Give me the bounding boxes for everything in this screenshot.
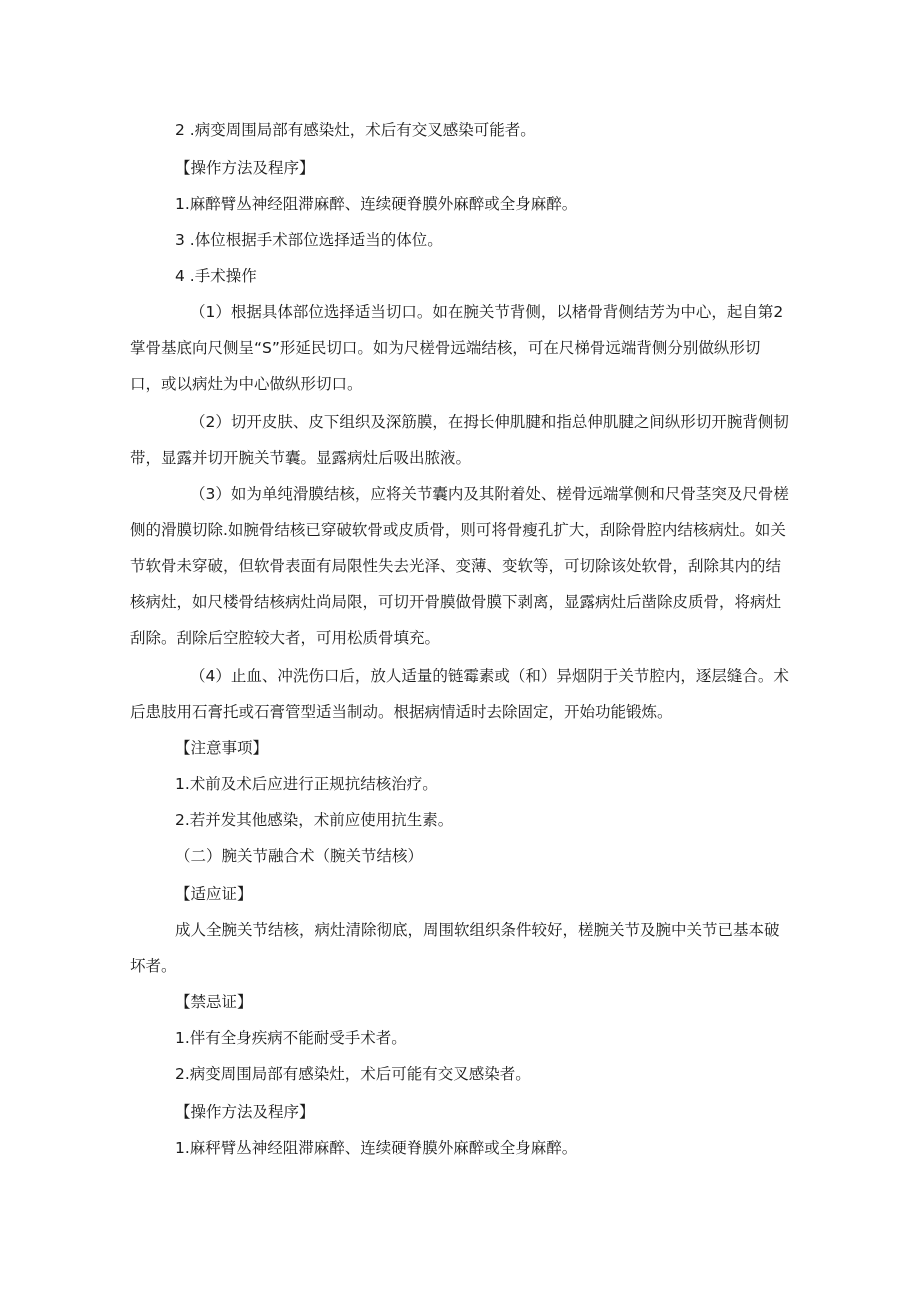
heading-indications: 【适应证】 [175, 885, 253, 903]
paragraph-step-2: （2）切开皮肤、皮下组织及深筋膜，在拇长伸肌腱和指总伸肌腱之间纵形切开腕背侧韧带，显露并切开腕关节囊。显露病灶后吸出脓液。 [130, 413, 789, 467]
paragraph-contraindication-2: 2 .病变周围局部有感染灶，术后有交叉感染可能者。 [175, 121, 536, 139]
heading-notes: 【注意事项】 [175, 739, 269, 757]
section-title-wrist-fusion: （二）腕关节融合术（腕关节结核） [175, 847, 424, 865]
heading-contraindications: 【禁忌证】 [175, 993, 253, 1011]
paragraph-note-2: 2.若并发其他感染，术前应使用抗生素。 [175, 811, 454, 829]
heading-procedure-2: 【操作方法及程序】 [175, 1103, 315, 1121]
paragraph-indication: 成人全腕关节结核，病灶清除彻底，周围软组织条件较好，槎腕关节及腕中关节已基本破坏者。 [130, 921, 780, 975]
paragraph-anesthesia-2: 1.麻秤臂丛神经阻滞麻醉、连续硬脊膜外麻醉或全身麻醉。 [175, 1139, 578, 1157]
paragraph-contraindication-b: 2.病变周围局部有感染灶，术后可能有交叉感染者。 [175, 1065, 531, 1083]
paragraph-contraindication-a: 1.伴有全身疾病不能耐受手术者。 [175, 1029, 407, 1047]
paragraph-step-4: （4）止血、冲洗伤口后，放人适量的链霉素或（和）异烟阴于关节腔内，逐层缝合。术后患肢用石膏托或石膏管型适当制动。根据病情适时去除固定，开始功能锻炼。 [130, 667, 789, 721]
paragraph-step-3: （3）如为单纯滑膜结核，应将关节囊内及其附着处、槎骨远端掌侧和尺骨茎突及尺骨槎侧的滑膜切除.如腕骨结核已穿破软骨或皮质骨，则可将骨瘦孔扩大，刮除骨腔内结核病灶。如关节软骨未穿破，但软骨表面有局限性失去光泽、变薄、变软等，可切除该处软骨，刮除其内的结核病灶，如尺楼骨结核病灶尚局限，可切开骨膜做骨膜下剥离，显露病灶后凿除皮质骨，将病灶刮除。刮除后空腔较大者，可用松质骨填充。 [130, 485, 789, 647]
paragraph-surgery-step: 4 .手术操作 [175, 267, 257, 285]
paragraph-position: 3 .体位根据手术部位选择适当的体位。 [175, 231, 443, 249]
paragraph-note-1: 1.术前及术后应进行正规抗结核治疗。 [175, 775, 438, 793]
paragraph-anesthesia: 1.麻醉臂丛神经阻滞麻醉、连续硬脊膜外麻醉或全身麻醉。 [175, 195, 578, 213]
heading-procedure: 【操作方法及程序】 [175, 159, 315, 177]
paragraph-step-1: （1）根据具体部位选择适当切口。如在腕关节背侧，以楮骨背侧结芳为中心，起自第2掌骨基底向尺侧呈“S”形延民切口。如为尺槎骨远端结核，可在尺梯骨远端背侧分别做纵形切口，或以病灶为中心做纵形切口。 [130, 303, 784, 393]
